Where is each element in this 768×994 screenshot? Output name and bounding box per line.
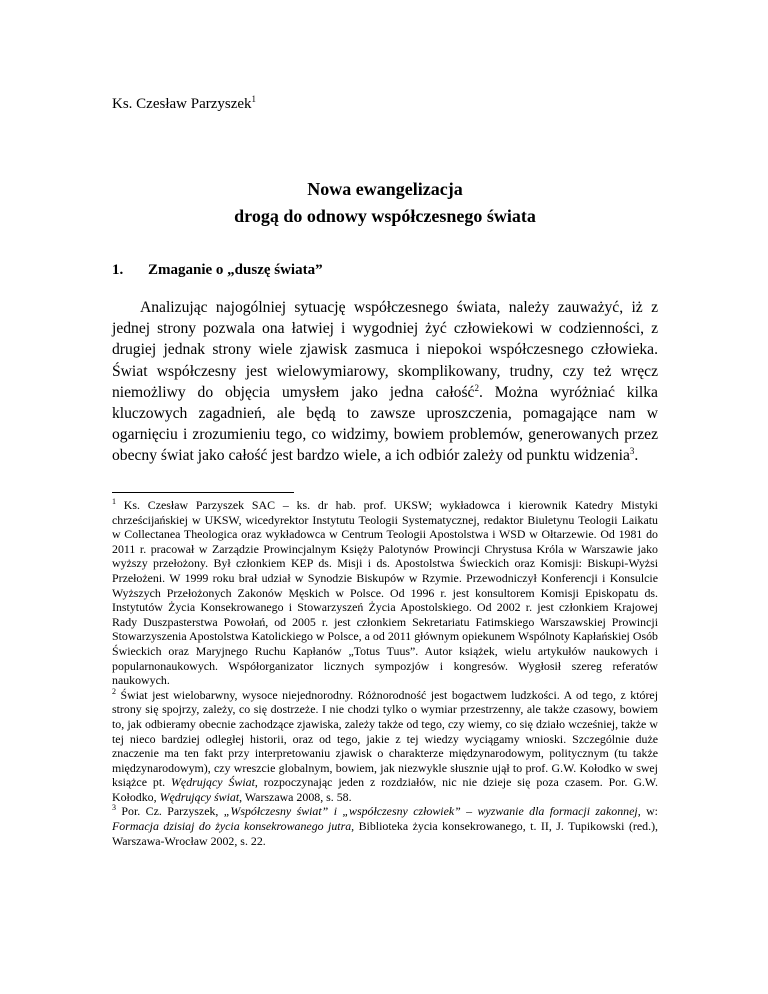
- footnote-3-text-a: Por. Cz. Parzyszek,: [116, 804, 224, 819]
- footnote-2-number: 2: [112, 686, 116, 696]
- section-heading: [112, 262, 323, 279]
- body-text-2: . Można wyróżniać kilka kluczowych zagadnień, ale będą to zawsze uproszczenia, pomagające nam w ogarnięciu i zrozumieniu tego, co widzimy, bowiem problemów, generowanych przez obecny świat jako całość jest bardzo wiele, a ich odbiór zależy od punktu widzenia: [112, 383, 658, 465]
- section-number: 1.: [112, 262, 124, 278]
- footnote-ref-2[interactable]: 2: [474, 382, 479, 393]
- footnote-3-number: 3: [112, 803, 116, 813]
- footnote-3-italic-b: Formacja dzisiaj do życia konsekrowanego jutra,: [112, 819, 355, 834]
- footnote-separator: [112, 492, 294, 493]
- author-name: Ks. Czesław Parzyszek: [112, 96, 252, 112]
- footnote-3-text-b: w:: [640, 804, 658, 819]
- body-text-1: Analizując najogólniej sytuację współczesnego świata, należy zauważyć, iż z jednej strony pozwala ona łatwiej i wygodniej żyć człowiekowi w codzienności, z drugiej jednak strony wiele zjawisk zasmuca i niepokoi współczesnego człowieka. Świat współczesny jest wielowymiarowy, skomplikowany, trudny, czy też wręcz niemożliwy do objęcia umysłem jako jedna całość: [112, 299, 658, 401]
- body-paragraph: [112, 297, 658, 467]
- author-line: [112, 96, 256, 113]
- footnote-2-text-a: Świat jest wielobarwny, wysoce niejednorodny. Różnorodność jest bogactwem ludzkości. A od tego, z której strony się spojrzy, zależy, co się dostrzeże. I nie chodzi tylko o wymiar przestrzenny, ale także czasowy, bowiem to, jak odbieramy obecnie zachodzące zjawiska, zależy także od tego, czy wiemy, co się działo wcześniej, także w tej nieco bardziej odległej historii, oraz od tego, jakie z tej wiedzy wyciągamy wnioski. Szczególnie duże znaczenie ma ten fakt przy interpretowaniu zjawisk o charakterze międzynarodowym, politycznym (tu także międzynarodowym), czy wreszcie globalnym, bowiem, jak niezwykle słusznie ujął to prof. G.W. Kołodko w swej książce pt.: [112, 687, 658, 790]
- title-line-2: drogą do odnowy współczesnego świata: [234, 206, 536, 226]
- title-line-1: Nowa ewangelizacja: [307, 179, 463, 199]
- footnote-3: [112, 804, 658, 848]
- footnote-2: [112, 688, 658, 805]
- article-title: [112, 176, 658, 230]
- section-title: Zmaganie o „duszę świata”: [148, 262, 323, 278]
- footnote-2-text-b: , rozpoczynając jeden z rozdziałów, nic nie dzieje się poza czasem. Por. G.W. Kołodko,: [112, 775, 658, 804]
- footnote-3-italic-a: „Współczesny świat” i „współczesny człowiek” – wyzwanie dla formacji zakonnej,: [223, 804, 641, 819]
- body-text-3: .: [634, 447, 639, 465]
- footnote-3-text-c: Biblioteka życia konsekrowanego, t. II, J. Tupikowski (red.), Warszawa-Wrocław 2002, s. 22.: [112, 819, 658, 848]
- footnote-1-number: 1: [112, 497, 116, 507]
- footnote-ref-3[interactable]: 3: [629, 446, 635, 457]
- footnote-2-italic-b: Wędrujący świat: [159, 789, 240, 804]
- footnote-ref-1[interactable]: 1: [251, 94, 257, 104]
- footnote-1: [112, 498, 658, 688]
- footnote-2-italic-a: Wędrujący Świat: [171, 775, 255, 790]
- footnotes: [112, 498, 658, 848]
- footnote-1-text: Ks. Czesław Parzyszek SAC – ks. dr hab. prof. UKSW; wykładowca i kierownik Katedry Mistyki chrześcijańskiej w UKSW, wicedyrektor Instytutu Teologii Systematycznej, redaktor Biuletynu Teologii Laikatu w Collectanea Theologica oraz wykładowca w Centrum Teologii Apostolstwa i WSD w Ołtarzewie. Od 1981 do 2011 r. pracował w Zarządzie Prowincjalnym Księży Palotynów Prowincji Chrystusa Króla w Warszawie jako wyższy przełożony. Był członkiem KEP ds. Misji i ds. Apostolstwa Świeckich oraz Komisji: Biskupi-Wyżsi Przełożeni. W 1999 roku brał udział w Synodzie Biskupów w Rzymie. Przewodniczył Konferencji i Konsulcie Wyższych Przełożonych Zakonów Męskich w Polsce. Od 1996 r. jest konsultorem Komisji Episkopatu ds. Instytutów Życia Konsekrowanego i Stowarzyszeń Życia Apostolskiego. Od 2002 r. jest członkiem Krajowej Rady Duszpasterstwa Powołań, od 2005 r. jest członkiem Sekretariatu Fatimskiego Warszawskiej Prowincji Stowarzyszenia Apostolstwa Katolickiego w Polsce, a od 2011 głównym opiekunem Wspólnoty Kapłańskiej Osób Świeckich oraz Maryjnego Ruchu Kapłanów „Totus Tuus”. Autor książek, wielu artykułów naukowych i popularnonaukowych. Współorganizator licznych sympozjów i kongresów. Wygłosił szereg referatów naukowych.: [112, 498, 658, 688]
- footnote-2-text-c: , Warszawa 2008, s. 58.: [239, 789, 352, 804]
